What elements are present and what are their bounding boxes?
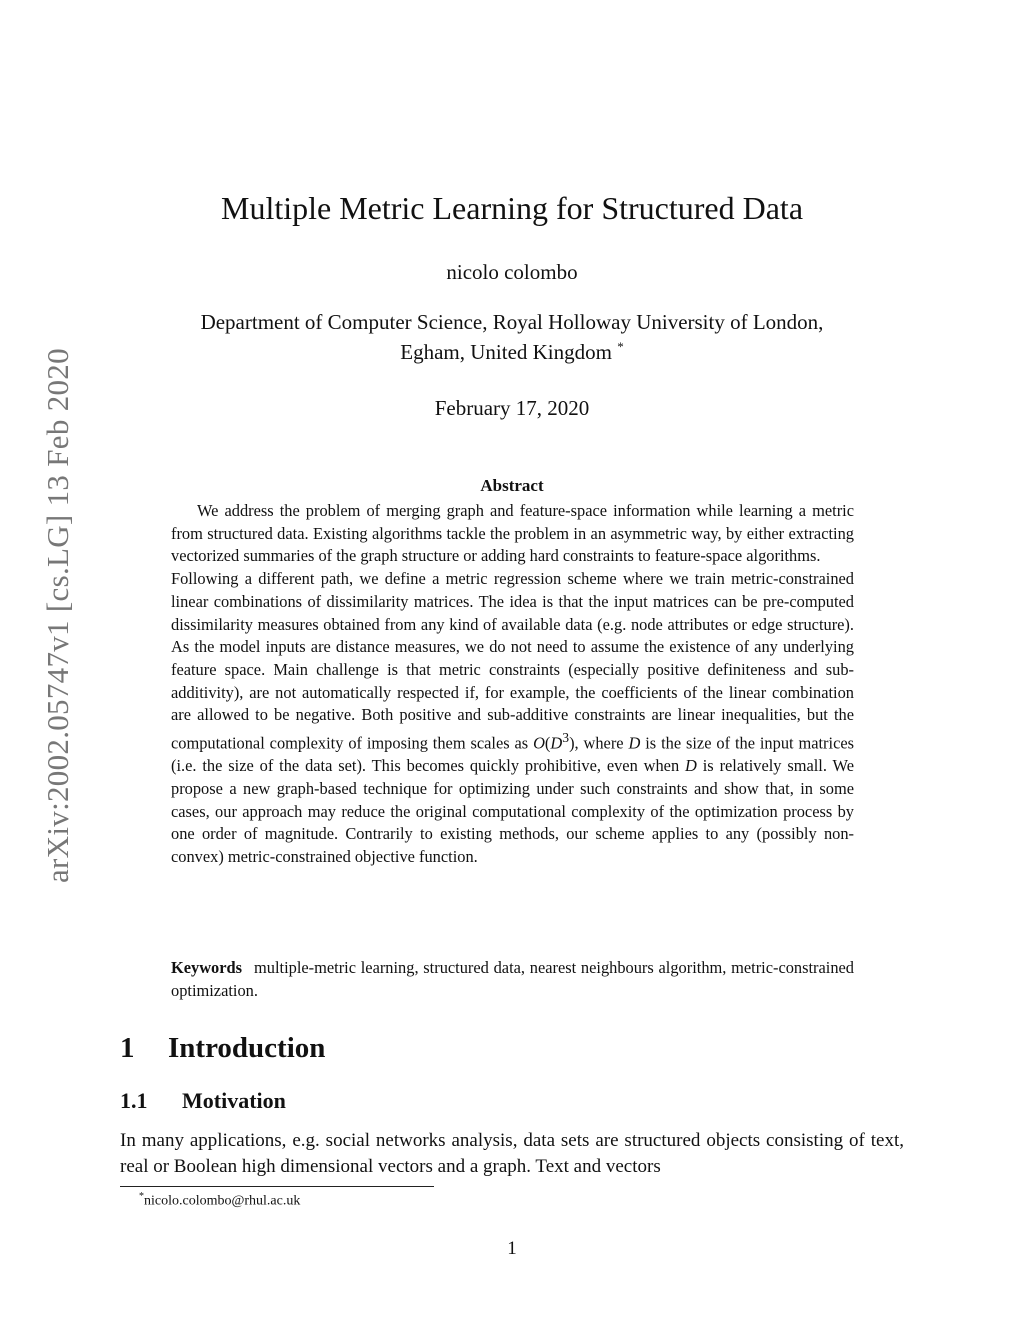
section-heading-introduction <box>120 1032 325 1065</box>
subsection-number: 1.1 <box>120 1088 148 1113</box>
author-name: nicolo colombo <box>446 260 578 284</box>
math-d: D <box>685 756 697 776</box>
abstract-text: ), where <box>569 733 629 753</box>
subsection-heading-motivation <box>120 1088 286 1114</box>
footnote-divider <box>120 1186 434 1187</box>
keywords-block <box>171 956 854 1002</box>
abstract-text: is the size of the input matrices (i.e. the size of the data set). This becomes quickly prohibitive, even when <box>171 733 854 776</box>
intro-text: In many applications, e.g. social networks analysis, data sets are structured objects consisting of text, real or Boolean high dimensional vectors and a graph. Text and vectors <box>120 1130 904 1177</box>
paper-date: February 17, 2020 <box>434 396 590 420</box>
math-d: D <box>550 733 563 753</box>
abstract-text: Following a different path, we define a metric regression scheme where we train metric-constrained linear combinations of dissimilarity matrices. The idea is that the input matrices can be pre-computed dissimilarity measures obtained from any kind of available data (e.g. node attributes or edge structure). As the model inputs are distance measures, we do not need to assume the existence of any underlying feature space. Main challenge is that metric constraints (especially positive definiteness and sub-additivity), are not automatically respected if, for example, the coefficients of the linear combination are allowed to be negative. Both positive and sub-additive constraints are linear inequalities, but the computational complexity of imposing them scales as <box>171 569 854 753</box>
section-title: Introduction <box>168 1032 326 1064</box>
intro-paragraph <box>120 1128 904 1180</box>
affiliation-line-2 <box>0 339 1024 365</box>
subsection-title: Motivation <box>182 1088 286 1113</box>
paper-title: Multiple Metric Learning for Structured Data <box>220 190 804 226</box>
math-exponent: 3 <box>562 730 570 746</box>
footnote <box>139 1191 300 1210</box>
abstract-paragraph-2: Following a different path, we define a metric regression scheme where we train metric-constrained linear combinations of dissimilarity matrices. The idea is that the input matrices can be pre-computed dissimilarity measures obtained from any kind of available data (e.g. node attributes or edge structure). As the model inputs are distance measures, we do not need to assume the existence of any underlying feature space. Main challenge is that metric constraints (especially positive definiteness and sub-additivity), are not automatically respected if, for example, the coefficients of the linear combination are allowed to be negative. Both positive and sub-additive constraints are linear inequalities, but the computational complexity of imposing them scales as $O(D^3)$, where D is the size of the input matrices (i.e. the size of the data set). This becomes quickly prohibitive, even when D is relatively small. We propose a new graph-based technique for optimizing under such constraints and show that, in some cases, our approach may reduce the original computational complexity of the optimization process by one order of magnitude. Contrarily to existing methods, our scheme applies to any (possibly non-convex) metric-constrained objective function. <box>171 569 854 867</box>
abstract-body <box>171 500 854 869</box>
abstract-heading: Abstract <box>480 476 544 495</box>
footnote-email: nicolo.colombo@rhul.ac.uk <box>144 1193 301 1209</box>
affiliation-line-1: Department of Computer Science, Royal Holloway University of London, <box>200 310 824 334</box>
abstract-paragraph-1: We address the problem of merging graph and feature-space information while learning a metric from structured data. Existing algorithms tackle the problem in an asymmetric way, by either extracting vectorized summaries of the graph structure or adding hard constraints to feature-space algorithms. <box>171 501 854 566</box>
math-d: D <box>628 733 641 753</box>
math-big-o: O <box>533 733 545 753</box>
affiliation-footnote-mark: * <box>617 339 624 354</box>
arxiv-side-stamp: arXiv:2002.05747v1 [cs.LG] 13 Feb 2020 <box>40 348 75 883</box>
abstract-text: is relatively small. We propose a new graph-based technique for optimizing under such constraints and show that, in some cases, our approach may reduce the original computational complexity of the optimization process by one order of magnitude. Contrarily to existing methods, our scheme applies to any (possibly non-convex) metric-constrained objective function. <box>171 756 854 867</box>
section-number: 1 <box>120 1032 135 1064</box>
page-number: 1 <box>507 1238 517 1259</box>
keywords-label: Keywords <box>171 958 243 977</box>
affiliation-location: Egham, United Kingdom <box>400 340 612 364</box>
footnote-mark: * <box>139 1191 144 1202</box>
keywords-text: multiple-metric learning, structured data, nearest neighbours algorithm, metric-constrained optimization. <box>171 958 854 1000</box>
